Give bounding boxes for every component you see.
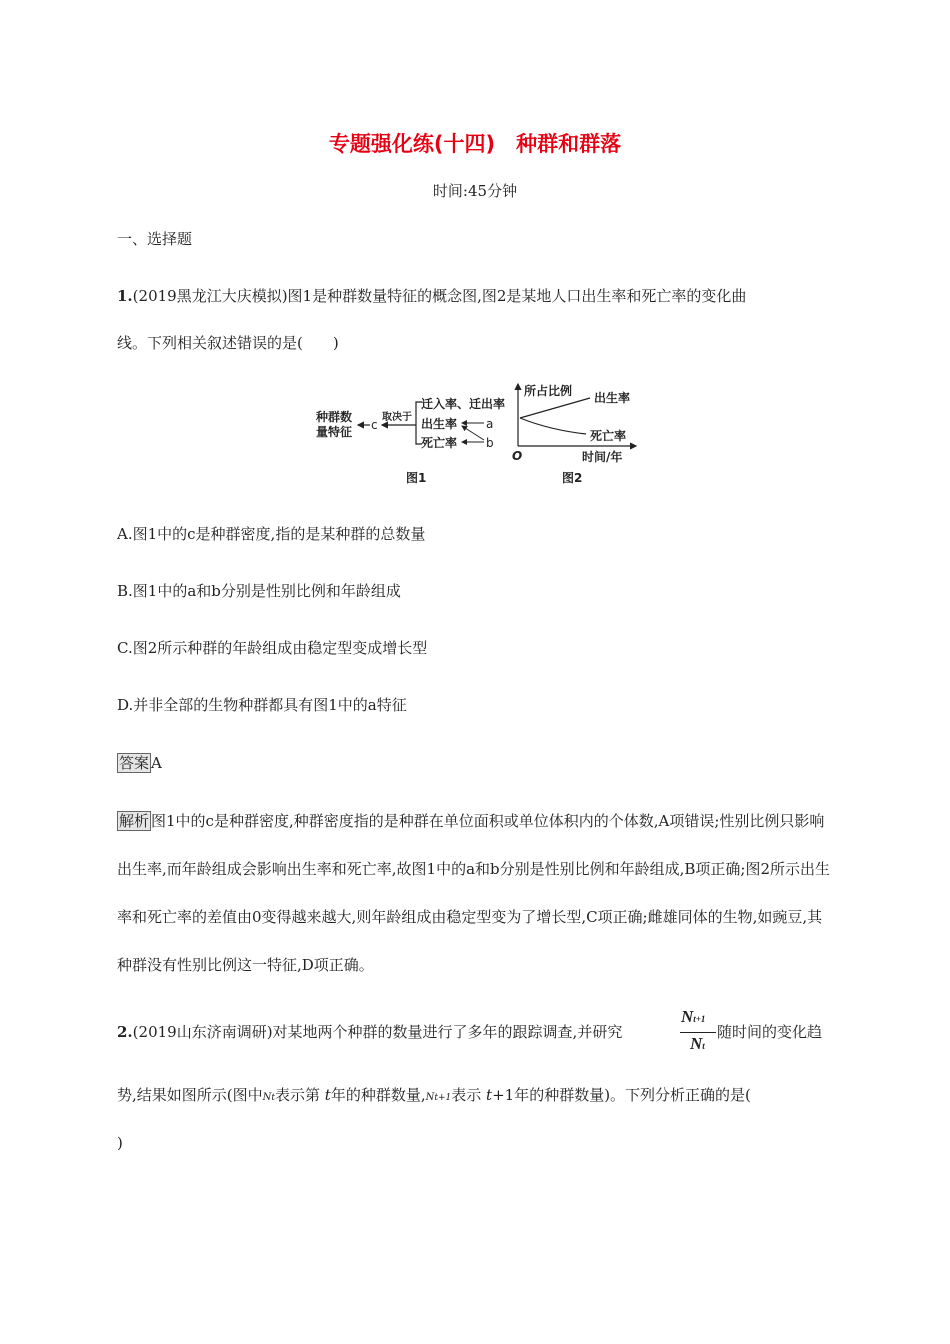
fig1-item1: 迁入率、迁出率	[421, 397, 506, 411]
time-limit: 时间:45分钟	[432, 182, 518, 200]
q1-option-a: A.图1中的c是种群密度,指的是某种群的总数量	[117, 525, 426, 543]
fig1-a: a	[486, 417, 494, 431]
fig1-arrow-b-birth	[462, 426, 484, 440]
nt1-symbol: N	[425, 1092, 435, 1103]
q1-option-c: C.图2所示种群的年龄组成由稳定型变成增长型	[117, 639, 428, 657]
q1-analysis	[117, 797, 837, 989]
fig1-item2: 出生率	[421, 417, 458, 431]
nt-sub: t	[271, 1093, 275, 1103]
fraction-numerator	[681, 1007, 705, 1027]
q1-figures	[310, 378, 650, 488]
fig2-caption: 图2	[562, 471, 583, 485]
t2-symbol: t	[486, 1086, 493, 1104]
numerator-sub: t+1	[693, 1014, 706, 1024]
q1-line1	[117, 284, 746, 308]
nt-symbol: N	[262, 1092, 272, 1103]
q2-line2-e: +1年的种群数量)。下列分析正确的是(	[492, 1086, 751, 1104]
q2-line1	[117, 1020, 622, 1044]
nt1-sub: t+1	[434, 1093, 452, 1103]
fig2-origin: O	[512, 449, 523, 463]
fig2-death-curve	[520, 418, 586, 434]
answer-value: A	[151, 754, 162, 772]
numerator-n: N	[681, 1007, 694, 1026]
fig1-left-label-1: 种群数	[316, 410, 353, 424]
q2-line2-b: 表示第	[275, 1086, 321, 1104]
fig2-series-birth: 出生率	[594, 391, 631, 405]
analysis-text: 图1中的c是种群密度,种群密度指的是种群在单位面积或单位体积内的个体数,A项错误;性别比例只影响出生率,而年龄组成会影响出生率和死亡率,故图1中的a和b分别是性别比例和年龄组成,B项正确;图2所示出生率和死亡率的差值由0变得越来越大,则年龄组成由稳定型变为了增长型,C项正确;雌雄同体的生物,如豌豆,其种群没有性别比例这一特征,D项正确。	[117, 812, 831, 974]
denominator-n: N	[690, 1034, 703, 1053]
q2-line2	[117, 1083, 751, 1110]
q1-answer	[117, 751, 162, 775]
fig1-b: b	[486, 436, 494, 450]
q2-line2-a: 势,结果如图所示(图中	[117, 1086, 263, 1104]
fraction-denominator	[690, 1034, 705, 1054]
q1-option-d: D.并非全部的生物种群都具有图1中的a特征	[117, 696, 407, 714]
q1-option-b: B.图1中的a和b分别是性别比例和年龄组成	[117, 582, 401, 600]
q2-line2-c: 年的种群数量,	[330, 1086, 426, 1104]
q1-stem-2: 线。下列相关叙述错误的是( )	[117, 334, 339, 352]
fig2-series-death: 死亡率	[590, 429, 627, 443]
q2-number: 2.	[117, 1023, 133, 1041]
t-symbol: t	[324, 1086, 331, 1104]
fig1-caption: 图1	[406, 471, 427, 485]
fig2-birth-curve	[520, 398, 590, 418]
fraction-bar	[680, 1032, 716, 1033]
answer-label: 答案	[119, 754, 150, 772]
denominator-sub: t	[702, 1041, 705, 1051]
fig2-ylabel: 所占比例	[524, 384, 573, 398]
q2-line2-d: 表示	[451, 1086, 482, 1104]
section-heading: 一、选择题	[117, 230, 193, 248]
q1-stem-1: (2019黑龙江大庆模拟)图1是种群数量特征的概念图,图2是某地人口出生率和死亡率的变化曲	[132, 287, 747, 305]
fig1-depends: 取决于	[382, 412, 412, 423]
fig1-c: c	[371, 418, 378, 432]
fig1-left-label-2: 量特征	[316, 425, 353, 439]
q2-stem-1: (2019山东济南调研)对某地两个种群的数量进行了多年的跟踪调查,并研究	[132, 1023, 623, 1041]
fig1-item3: 死亡率	[421, 436, 458, 450]
q2-stem-2: 随时间的变化趋	[717, 1023, 823, 1041]
fig2-xlabel: 时间/年	[582, 450, 623, 464]
q2-line3: )	[117, 1134, 123, 1152]
q1-number: 1.	[117, 287, 133, 305]
analysis-label: 解析	[119, 812, 150, 830]
page-title: 专题强化练(十四) 种群和群落	[328, 132, 622, 156]
